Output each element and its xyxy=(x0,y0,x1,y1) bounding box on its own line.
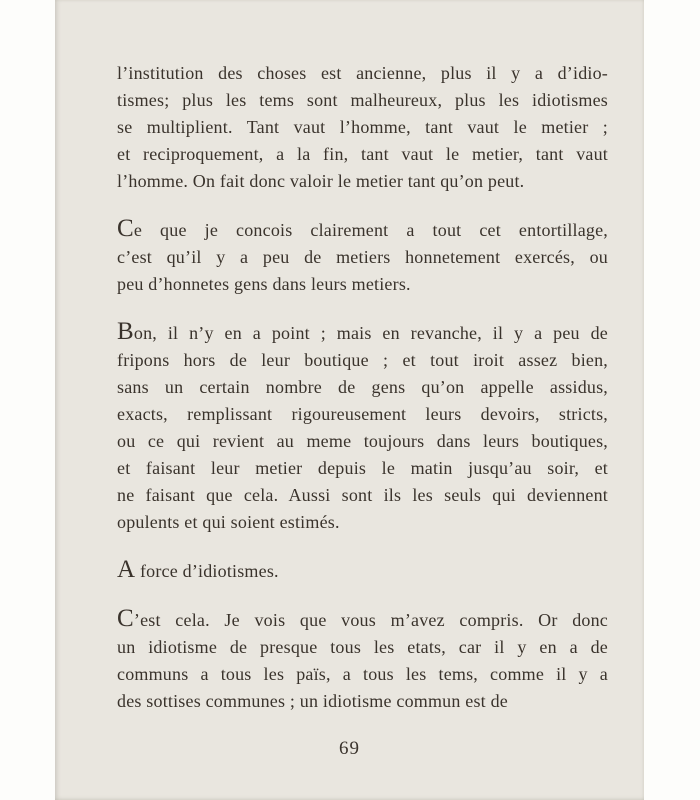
text-line: fripons hors de leur boutique ; et tout iroit assez bien, xyxy=(117,350,608,370)
text-line: l’institution des choses est ancienne, plus il y a d’idio- xyxy=(117,63,608,83)
text-line: un idiotisme de presque tous les etats, car il y en a de xyxy=(117,637,608,657)
text-line: ou ce qui revient au meme toujours dans leurs boutiques, xyxy=(117,431,608,451)
text-line: se multiplient. Tant vaut l’homme, tant vaut le metier ; xyxy=(117,117,608,137)
book-page xyxy=(55,0,644,800)
paragraph xyxy=(117,605,608,715)
text-line: Ce que je concois clairement a tout cet entortillage, xyxy=(117,215,608,242)
paragraph-initial: B xyxy=(117,318,134,345)
paragraph xyxy=(117,215,608,298)
text-line: tismes; plus les tems sont malheureux, plus les idiotismes xyxy=(117,90,608,110)
page-number: 69 xyxy=(339,738,360,759)
paragraph-initial: C xyxy=(117,215,134,242)
text-line: et reciproquement, a la fin, tant vaut le metier, tant vaut xyxy=(117,144,608,164)
text-line: C’est cela. Je vois que vous m’avez compris. Or donc xyxy=(117,605,608,632)
text-line: opulents et qui soient estimés. xyxy=(117,512,340,532)
paragraph xyxy=(117,556,608,585)
paragraph-initial: C xyxy=(117,605,134,632)
text-line: ne faisant que cela. Aussi sont ils les seuls qui deviennent xyxy=(117,485,608,505)
paragraph xyxy=(117,60,608,195)
text-line: peu d’honnetes gens dans leurs metiers. xyxy=(117,274,411,294)
text-line: Bon, il n’y en a point ; mais en revanche, il y a peu de xyxy=(117,318,608,345)
paragraph xyxy=(117,318,608,536)
text-line: et faisant leur metier depuis le matin jusqu’au soir, et xyxy=(117,458,608,478)
paragraph-initial: A xyxy=(117,556,136,583)
text-line: exacts, remplissant rigoureusement leurs devoirs, stricts, xyxy=(117,404,608,424)
text-line: l’homme. On fait donc valoir le metier tant qu’on peut. xyxy=(117,171,525,191)
text-line: c’est qu’il y a peu de metiers honnetement exercés, ou xyxy=(117,247,608,267)
text-block xyxy=(117,60,608,735)
text-line: des sottises communes ; un idiotisme commun est de xyxy=(117,691,508,711)
text-line: A force d’idiotismes. xyxy=(117,556,279,583)
text-line: communs a tous les païs, a tous les tems, comme il y a xyxy=(117,664,608,684)
text-line: sans un certain nombre de gens qu’on appelle assidus, xyxy=(117,377,608,397)
